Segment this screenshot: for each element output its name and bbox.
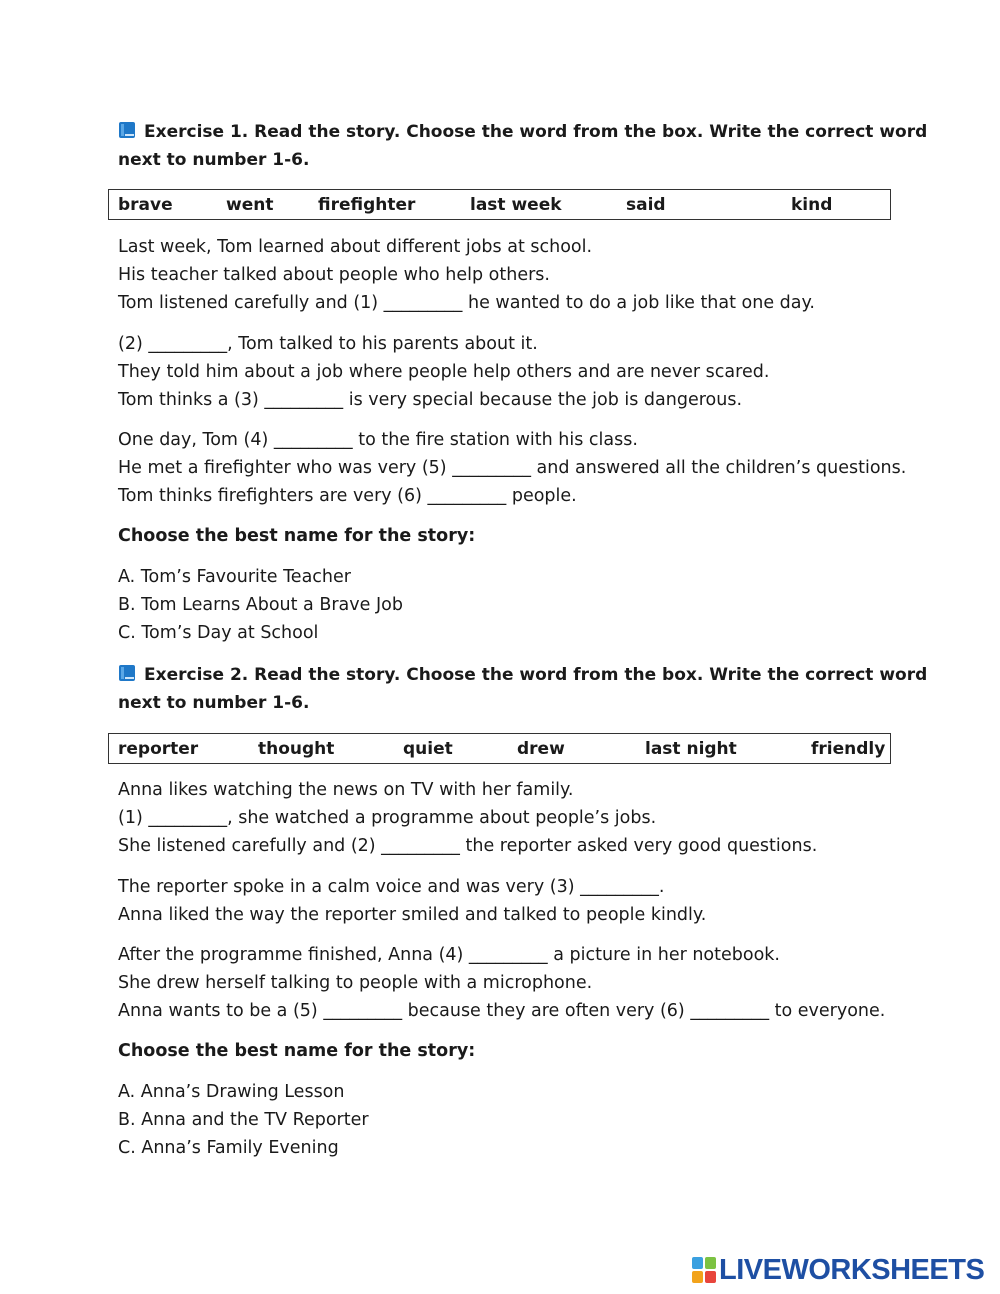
blue-book-icon <box>118 664 136 682</box>
exercise1-word-box <box>108 189 891 220</box>
word-box-item: kind <box>791 195 833 215</box>
word-box-item: thought <box>258 739 335 759</box>
story-line: He met a firefighter who was very (5) _________ and answered all the children’s questions. <box>118 458 907 478</box>
word-box-item: quiet <box>403 739 453 759</box>
word-box-item: firefighter <box>318 195 416 215</box>
story-line: One day, Tom (4) _________ to the fire station with his class. <box>118 430 638 450</box>
liveworksheets-logo-mark-icon <box>692 1257 716 1283</box>
story-line: The reporter spoke in a calm voice and was very (3) _________. <box>118 877 665 897</box>
word-box-item: last night <box>645 739 737 759</box>
word-box-item: reporter <box>118 739 199 759</box>
answer-option: A. Anna’s Drawing Lesson <box>118 1082 345 1102</box>
story-line: His teacher talked about people who help others. <box>118 265 550 285</box>
exercise2-word-box <box>108 733 891 764</box>
word-box-item: friendly <box>811 739 886 759</box>
exercise1-heading-line1: Exercise 1. Read the story. Choose the word from the box. Write the correct word <box>144 122 928 142</box>
exercise2-heading-line2: next to number 1-6. <box>118 693 310 713</box>
liveworksheets-logo[interactable] <box>692 1253 984 1287</box>
exercise2-heading <box>118 661 927 689</box>
word-box-item: went <box>226 195 274 215</box>
exercise1-heading <box>118 118 927 146</box>
story-line: She listened carefully and (2) _________ the reporter asked very good questions. <box>118 836 818 856</box>
answer-option: B. Anna and the TV Reporter <box>118 1110 369 1130</box>
answer-option: A. Tom’s Favourite Teacher <box>118 567 351 587</box>
story-line: Anna wants to be a (5) _________ because they are often very (6) _________ to everyone. <box>118 1001 886 1021</box>
exercise1-question: Choose the best name for the story: <box>118 526 476 546</box>
story-line: Anna likes watching the news on TV with her family. <box>118 780 574 800</box>
word-box-item: drew <box>517 739 565 759</box>
word-box-item: brave <box>118 195 173 215</box>
exercise1-heading-line2: next to number 1-6. <box>118 150 310 170</box>
story-line: (2) _________, Tom talked to his parents about it. <box>118 334 538 354</box>
exercise2-question: Choose the best name for the story: <box>118 1041 476 1061</box>
story-line: She drew herself talking to people with a microphone. <box>118 973 593 993</box>
answer-option: C. Anna’s Family Evening <box>118 1138 339 1158</box>
story-line: (1) _________, she watched a programme about people’s jobs. <box>118 808 657 828</box>
story-line: They told him about a job where people help others and are never scared. <box>118 362 770 382</box>
story-line: After the programme finished, Anna (4) _________ a picture in her notebook. <box>118 945 780 965</box>
answer-option: B. Tom Learns About a Brave Job <box>118 595 403 615</box>
word-box-item: last week <box>470 195 562 215</box>
story-line: Tom listened carefully and (1) _________ he wanted to do a job like that one day. <box>118 293 815 313</box>
answer-option: C. Tom’s Day at School <box>118 623 319 643</box>
story-line: Tom thinks a (3) _________ is very special because the job is dangerous. <box>118 390 743 410</box>
story-line: Tom thinks firefighters are very (6) _________ people. <box>118 486 577 506</box>
word-box-item: said <box>626 195 666 215</box>
blue-book-icon <box>118 121 136 139</box>
liveworksheets-logo-text: LIVEWORKSHEETS <box>719 1254 985 1286</box>
story-line: Anna liked the way the reporter smiled and talked to people kindly. <box>118 905 707 925</box>
exercise2-heading-line1: Exercise 2. Read the story. Choose the word from the box. Write the correct word <box>144 665 928 685</box>
story-line: Last week, Tom learned about different jobs at school. <box>118 237 593 257</box>
